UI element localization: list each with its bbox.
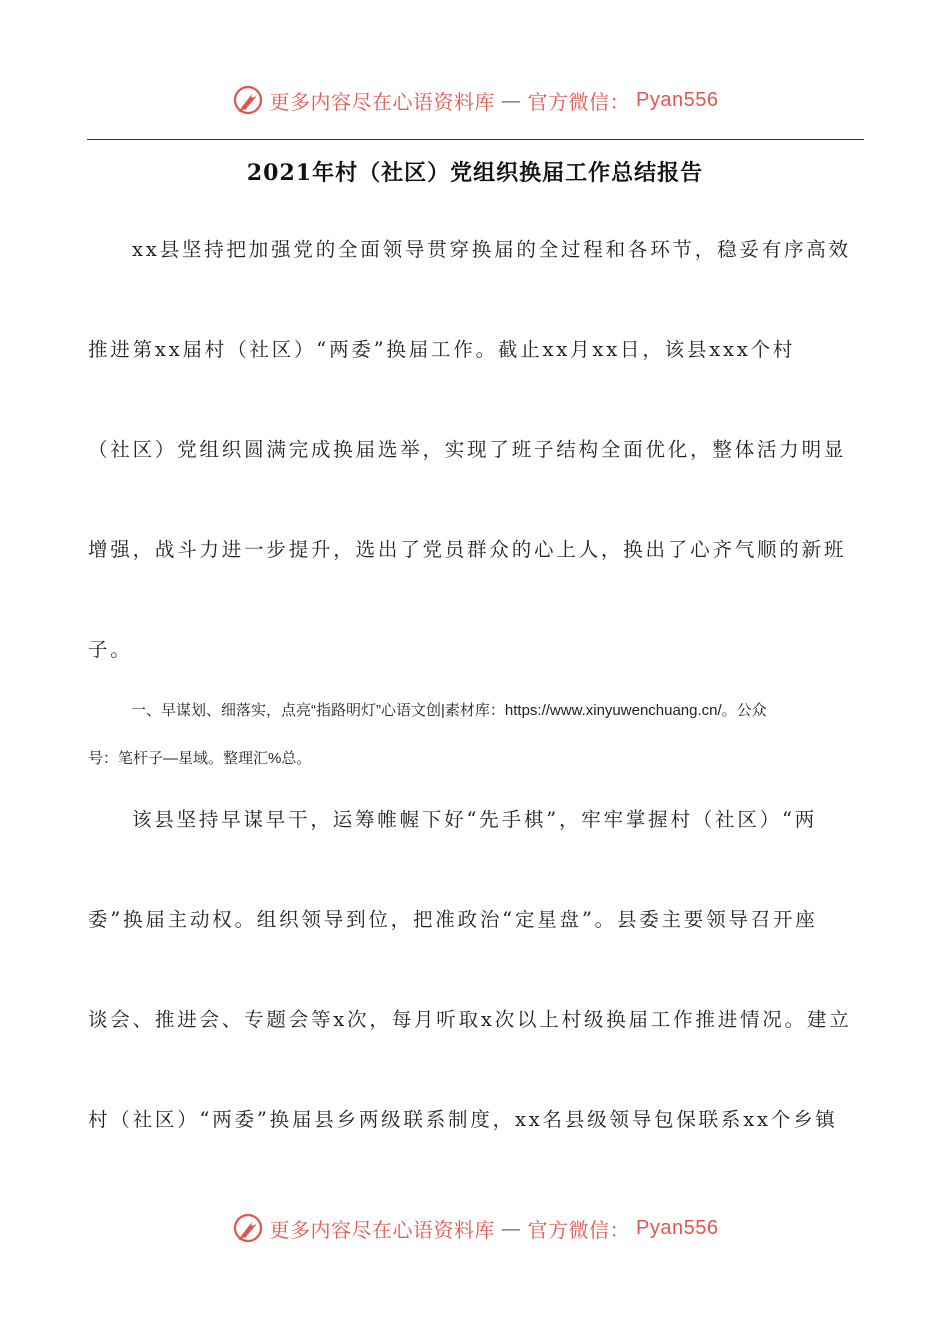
banner-wechat-label: 官方微信： (527, 89, 631, 114)
paragraph-1-line-2: 推进第xx届村（社区）“两委”换届工作。截止xx月xx日，该县xxx个村 (88, 338, 796, 361)
pen-nib-logo-icon (232, 1212, 264, 1244)
paragraph-1-line-4: 增强，战斗力进一步提升，选出了党员群众的心上人，换出了心齐气顺的新班 (88, 538, 847, 561)
banner-wechat-label: 官方微信： (527, 1217, 631, 1242)
pen-nib-logo-icon (232, 84, 264, 116)
banner-text: 更多内容尽在心语资料库 (269, 1217, 496, 1242)
paragraph-2-line-3: 谈会、推进会、专题会等x次，每月听取x次以上村级换届工作推进情况。建立 (88, 1008, 852, 1031)
paragraph-1-line-5: 子。 (88, 638, 133, 661)
document-title: 2021年村（社区）党组织换届工作总结报告 (246, 160, 704, 186)
banner-separator: — (501, 88, 522, 112)
paragraph-2-line-1: 该县坚持早谋早干，运筹帷幄下好“先手棋”，牢牢掌握村（社区）“两 (132, 808, 818, 831)
paragraph-2-line-4: 村（社区）“两委”换届县乡两级联系制度，xx名县级领导包保联系xx个乡镇 (88, 1108, 838, 1131)
banner-separator: — (501, 1216, 522, 1240)
footer-banner (0, 1212, 950, 1244)
section-1-heading-line-1: 一、早谋划、细落实，点亮“指路明灯”心语文创|素材库：https://www.xinyuwenchuang.cn/。公众 (131, 702, 767, 719)
paragraph-1-line-1: xx县坚持把加强党的全面领导贯穿换届的全过程和各环节，稳妥有序高效 (132, 238, 851, 261)
section-1-heading-line-2: 号：笔杆子—星域。整理汇%总。 (88, 750, 312, 767)
banner-wechat-id: Pyan556 (636, 1216, 719, 1239)
header-banner (0, 84, 950, 116)
banner-wechat-id: Pyan556 (636, 88, 719, 111)
paragraph-2-line-2: 委”换届主动权。组织领导到位，把准政治“定星盘”。县委主要领导召开座 (88, 908, 818, 931)
banner-text: 更多内容尽在心语资料库 (269, 89, 496, 114)
header-divider (87, 139, 864, 140)
paragraph-1-line-3: （社区）党组织圆满完成换届选举，实现了班子结构全面优化，整体活力明显 (88, 438, 847, 461)
